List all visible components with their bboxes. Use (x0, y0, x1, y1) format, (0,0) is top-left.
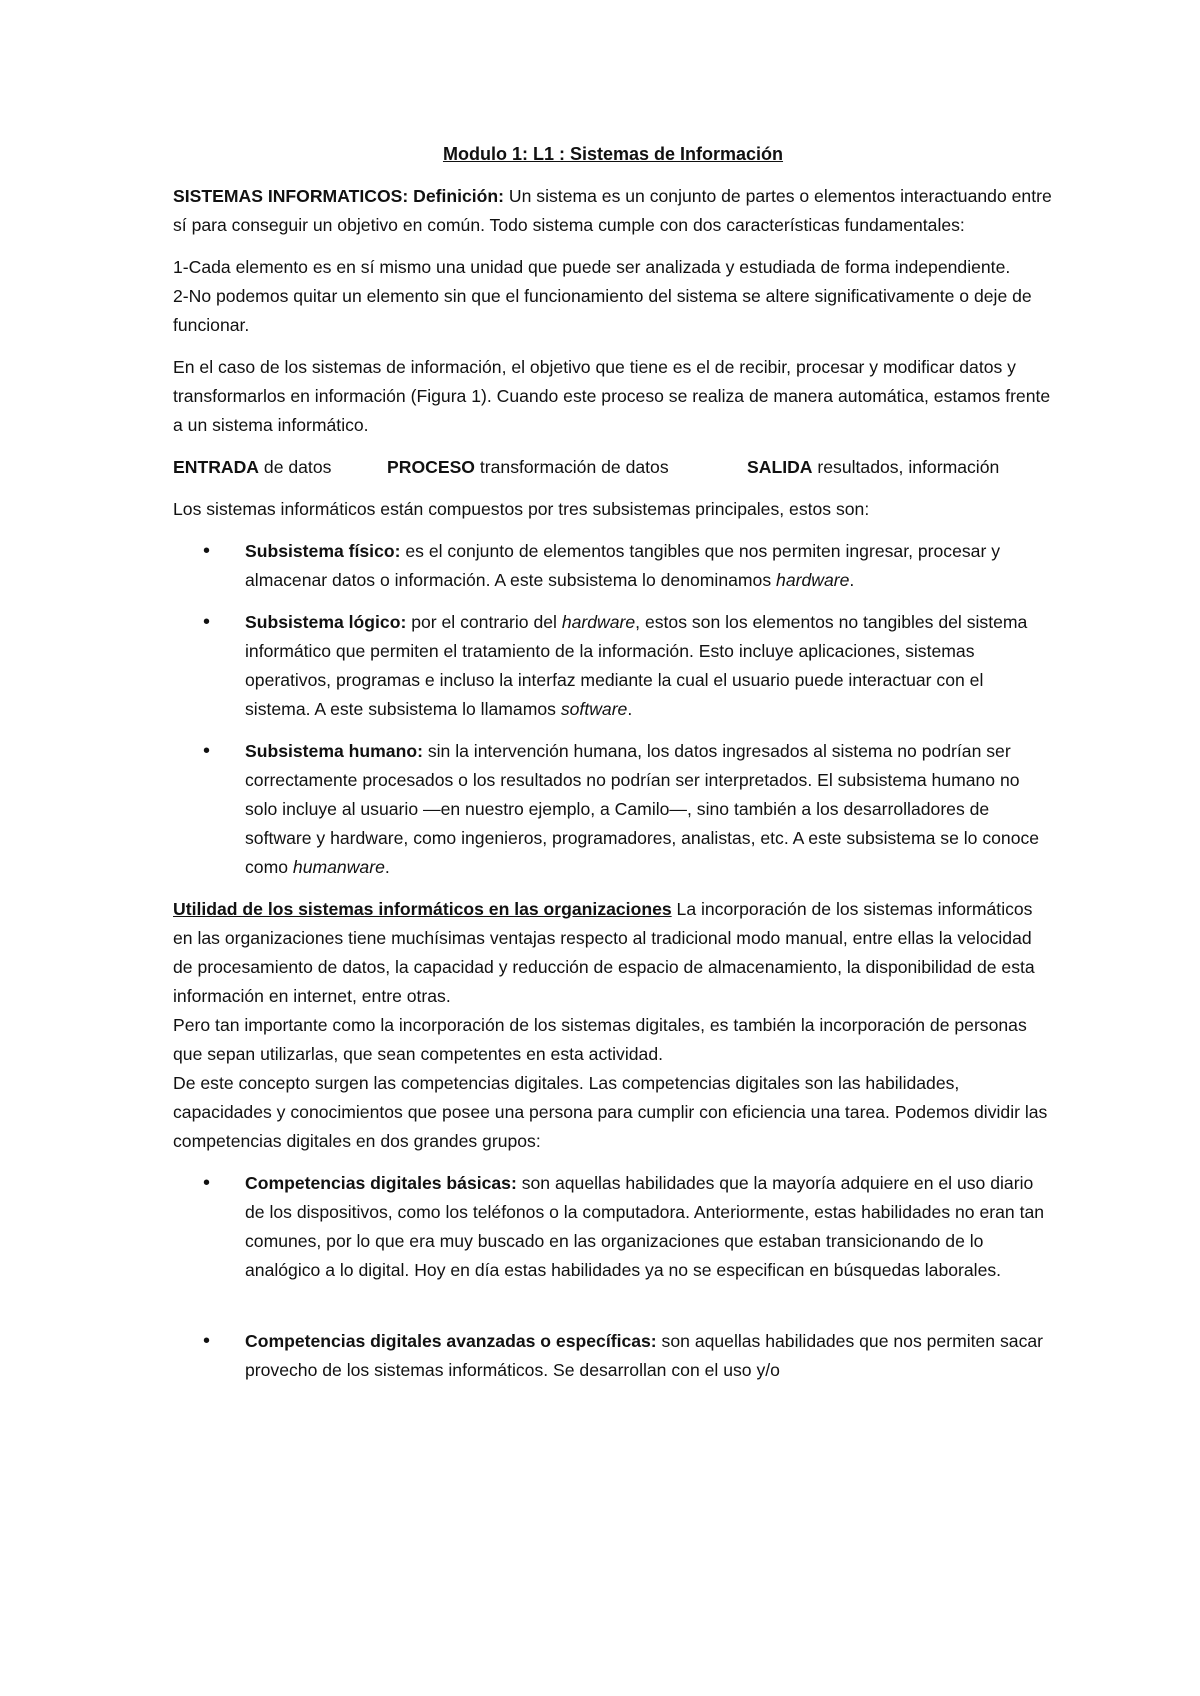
utilidad-heading (173, 899, 672, 919)
logico-term2: software (560, 699, 628, 719)
info-systems-paragraph: En el caso de los sistemas de información, el objetivo que tiene es el de recibir, procesar y modificar datos y transformarlos en información (Figura 1). Cuando este proceso se realiza de manera automática, estamos frente a un sistema informático. (173, 357, 1051, 435)
humano-label: Subsistema humano: (245, 741, 423, 761)
definition-text: Un sistema es un conjunto de partes o elementos interactuando entre sí para conseguir un objetivo en común. Todo sistema cumple con dos características fundamentales: (173, 186, 1052, 235)
io-salida (747, 453, 999, 482)
basicas-text: son aquellas habilidades que la mayoría adquiere en el uso diario de los dispositivos, como los teléfonos o la computadora. Anteriormente, estas habilidades no eran tan comunes, por lo que era muy buscado en las organizaciones que estaban transicionando de lo analógico a lo digital. Hoy en día estas habilidades ya no se especifican en búsquedas laborales. (245, 1173, 1045, 1280)
fisico-term: hardware (776, 570, 850, 590)
definition-paragraph (173, 182, 1053, 240)
list-item-subsistema-humano (173, 737, 1053, 882)
characteristic-2: 2-No podemos quitar un elemento sin que el funcionamiento del sistema se altere significativamente o deje de funcionar. (173, 286, 1032, 335)
list-item-subsistema-logico (173, 608, 1053, 724)
utilidad-heading-text: Utilidad de los sistemas informáticos en las organizaciones (173, 899, 672, 919)
utilidad-text3: De este concepto surgen las competencias digitales. Las competencias digitales son las habilidades, capacidades y conocimientos que posee una persona para cumplir con eficiencia una tarea. Podemos dividir las competencias digitales en dos grandes grupos: (173, 1073, 1048, 1151)
humano-term: humanware (292, 857, 385, 877)
utilidad-text2: Pero tan importante como la incorporación de los sistemas digitales, es también la incorporación de personas que sepan utilizarlas, que sean competentes en esta actividad. (173, 1015, 1027, 1064)
list-item-subsistema-fisico (173, 537, 1053, 595)
salida-label: SALIDA (747, 457, 813, 477)
competencias-list (173, 1169, 1053, 1385)
characteristics-paragraph (173, 253, 1053, 340)
document-body (173, 140, 1053, 1398)
io-proceso (387, 453, 747, 482)
list-item-competencias-avanzadas (173, 1327, 1053, 1385)
basicas-label: Competencias digitales básicas: (245, 1173, 517, 1193)
characteristic-1: 1-Cada elemento es en sí mismo una unidad que puede ser analizada y estudiada de forma independiente. (173, 257, 1011, 277)
entrada-label: ENTRADA (173, 457, 260, 477)
fisico-label: Subsistema físico: (245, 541, 401, 561)
utilidad-text1: La incorporación de los sistemas informáticos en las organizaciones tiene muchísimas ventajas respecto al tradicional modo manual, entre ellas la velocidad de procesamiento de datos, la capacidad y reducción de espacio de almacenamiento, la disponibilidad de esta información en internet, entre otras. (173, 899, 1035, 1006)
salida-text: resultados, información (812, 457, 1000, 477)
avanzadas-label: Competencias digitales avanzadas o específicas: (245, 1331, 657, 1351)
avanzadas-text: son aquellas habilidades que nos permiten sacar provecho de los sistemas informáticos. Se desarrollan con el uso y/o (245, 1331, 1044, 1380)
subsystems-intro: Los sistemas informáticos están compuestos por tres subsistemas principales, estos son: (173, 499, 870, 519)
logico-text2: , estos son los elementos no tangibles del sistema informático que permiten el tratamiento de la información. Esto incluye aplicaciones, sistemas operativos, programas e incluso la interfaz mediante la cual el usuario puede interactuar con el sistema. A este subsistema lo llamamos (245, 612, 1028, 719)
humano-end: . (384, 857, 390, 877)
entrada-text: de datos (259, 457, 332, 477)
proceso-label: PROCESO (387, 457, 475, 477)
definition-label: SISTEMAS INFORMATICOS: Definición: (173, 186, 505, 206)
subsystems-list (173, 537, 1053, 882)
humano-text: sin la intervención humana, los datos ingresados al sistema no podrían ser correctamente procesados o los resultados no podrían ser interpretados. El subsistema humano no solo incluye al usuario —en nuestro ejemplo, a Camilo—, sino también a los desarrolladores de software y hardware, como ingenieros, programadores, analistas, etc. A este subsistema se lo conoce como (245, 741, 1040, 877)
proceso-text: transformación de datos (475, 457, 669, 477)
io-process-row (173, 453, 1053, 482)
utilidad-paragraph (173, 895, 1053, 1156)
list-item-competencias-basicas (173, 1169, 1053, 1285)
io-entrada (173, 453, 387, 482)
logico-text1: por el contrario del (406, 612, 562, 632)
logico-term1: hardware (561, 612, 636, 632)
page-title: Modulo 1: L1 : Sistemas de Información (442, 144, 784, 164)
fisico-end: . (849, 570, 855, 590)
logico-label: Subsistema lógico: (245, 612, 407, 632)
fisico-text: es el conjunto de elementos tangibles que nos permiten ingresar, procesar y almacenar datos o información. A este subsistema lo denominamos (245, 541, 1000, 590)
logico-end: . (627, 699, 633, 719)
